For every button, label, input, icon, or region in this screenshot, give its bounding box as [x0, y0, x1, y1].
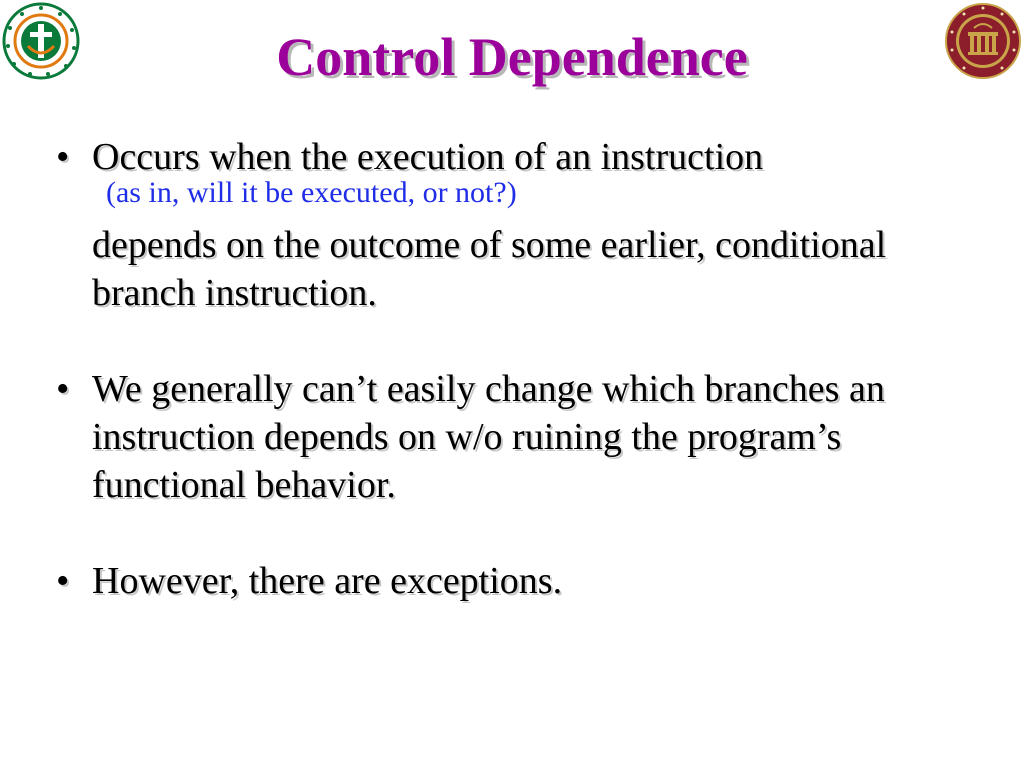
- slide-title: Control Dependence: [276, 27, 748, 87]
- bullet-dot: •: [56, 136, 70, 178]
- bullet-3-text: However, there are exceptions.: [92, 560, 563, 602]
- bullet-dot: •: [56, 368, 70, 410]
- bullet-1-continuation: depends on the outcome of some earlier, conditional branch instruction.: [92, 224, 887, 314]
- bullet-1-line1: Occurs when the execution of an instruction: [92, 136, 764, 178]
- bullet-2-text: We generally can’t easily change which branches an instruction depends on w/o ruining the program’s functional behavior.: [92, 368, 885, 506]
- bullet-dot: •: [56, 560, 70, 602]
- spacer: [56, 509, 976, 557]
- spacer: [56, 317, 976, 365]
- bullet-list: [56, 133, 976, 605]
- bullet-1-aside: (as in, will it be executed, or not?): [106, 176, 517, 209]
- bullet-item-1: [56, 133, 976, 317]
- bullet-item-2: [56, 365, 976, 509]
- bullet-item-3: [56, 557, 976, 605]
